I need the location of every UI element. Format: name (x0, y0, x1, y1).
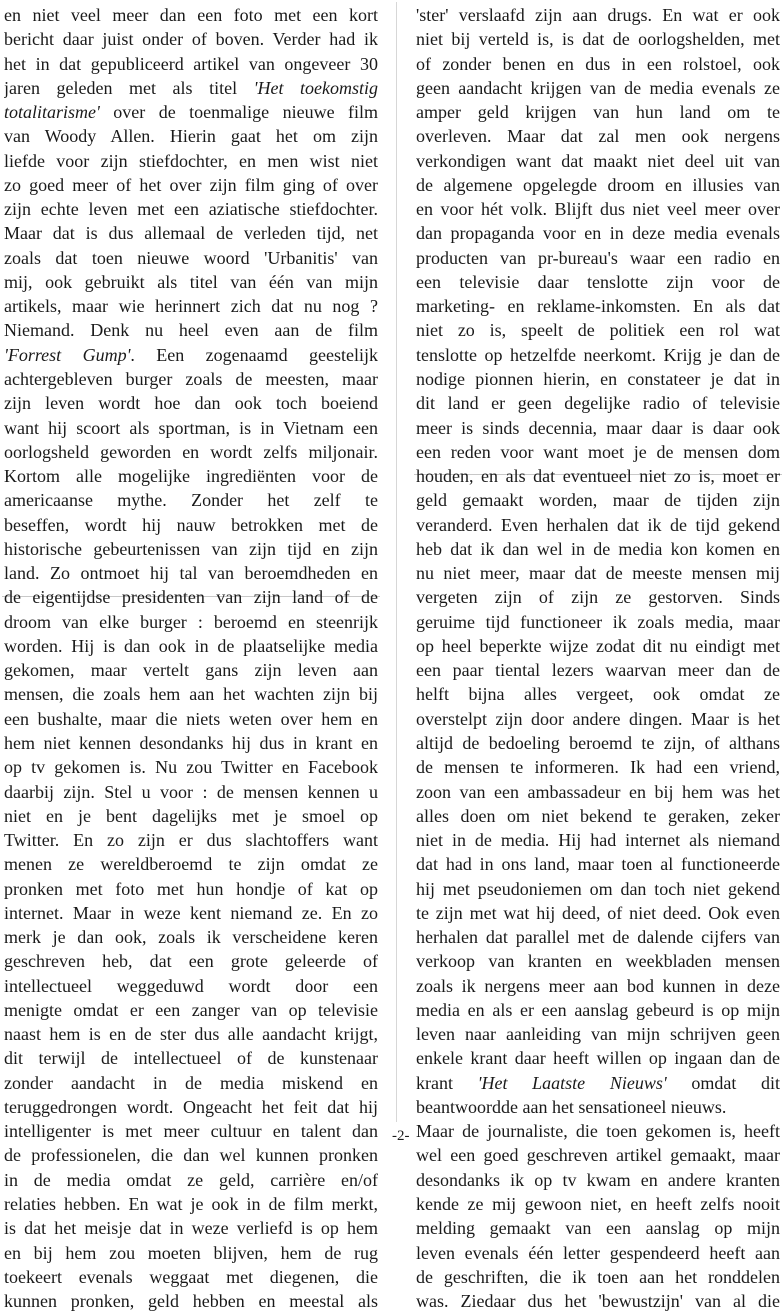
text-line: tenslotte op hetzelfde neerkomt. Krijg je dan de (416, 344, 780, 365)
text-line: enkele krant daar heeft willen op ingaan dan de (416, 1048, 780, 1069)
text-line: de mensen te informeren. Ik had een vriend, (416, 757, 780, 778)
text-line: vergeten zijn of zijn ze gestorven. Sinds (416, 587, 780, 608)
text-line: liefde voor zijn stiefdochter, en men wist niet (4, 150, 378, 171)
text-line: meer is sinds decennia, maar daar is daar ook (416, 417, 780, 438)
text-line: was. Ziedaar dus het 'bewustzijn' van al die (416, 1291, 780, 1312)
text-line: intellectueel weggeduwd wordt door een (4, 975, 378, 996)
text-line: menigte omdat er een zanger van op televisie (4, 999, 378, 1020)
text-line: bericht daar juist onder of boven. Verder had ik (4, 29, 378, 50)
text-line: nu niet meer, maar dat de meeste mensen mij (416, 563, 780, 584)
text-line: de professionelen, die dan wel kunnen pronken (4, 1145, 378, 1166)
text-line: beantwoordde aan het sensationeel nieuws. (416, 1096, 727, 1117)
text-line: toekeert evenals weggaat met diegenen, die (4, 1266, 378, 1287)
text-line: te zijn met wat hij deed, of niet deed. Ook even (416, 902, 780, 923)
page-number: -2- (392, 1128, 410, 1144)
text-line: dit land er geen degelijke radio of televisie (416, 393, 780, 414)
text-line: en niet veel meer dan een foto met een kort (4, 5, 378, 25)
text-line: zoals dat toen nieuwe woord 'Urbanitis' van (4, 247, 378, 268)
text-line: intelligenter is met meer cultuur en talent dan (4, 1121, 378, 1142)
text-line: Niemand. Denk nu heel even aan de film (4, 320, 378, 341)
text-line: is dat het meisje dat in weze verliefd is op hem (4, 1218, 378, 1239)
text-line: een televisie daar tenslotte zijn voor de (416, 271, 780, 292)
text-line: zo goed meer of het over zijn film ging of over (4, 174, 378, 195)
text-line: geruime tijd functioneer ik zoals media, maar (416, 611, 780, 632)
text-line: kende ze mij gewoon niet, en heeft zelfs nooit (416, 1194, 780, 1215)
text-line: helft bijna alles vergeet, ook omdat ze (416, 684, 780, 705)
text-line: land. Zo ontmoet hij tal van beroemdheden en (4, 563, 378, 584)
column-gutter-seam (396, 2, 397, 1122)
text-line: zoals ik nergens meer aan bod kunnen in deze (416, 975, 780, 996)
text-line: overstelpt zijn door andere dingen. Maar is het (416, 708, 780, 729)
text-line: verkoop van kranten en weekbladen mensen (416, 951, 780, 972)
text-line: desondanks ik op tv kwam en andere kranten (416, 1169, 780, 1190)
text-line: leven naar aanleiding van mijn schrijven geen (416, 1024, 780, 1045)
text-line: naast hem is en de ster dus alle aandacht krijgt, (4, 1024, 378, 1045)
text-line: oorlogsheld geworden en wordt zelfs miljonair. (4, 441, 378, 462)
text-line: niet bij verteld is, is dat de oorlogshelden, met (416, 29, 780, 50)
text-line: daarbij zijn. Stel u voor : de mensen kennen u (4, 781, 378, 802)
text-line: internet. Maar in weze kent niemand ze. En zo (4, 902, 378, 923)
text-line: kunnen pronken, geld hebben en meestal als (4, 1291, 378, 1312)
text-line: 'Forrest Gump'. Een zogenaamd geestelijk (4, 344, 378, 365)
text-line: van Woody Allen. Hierin gaat het om zijn (4, 126, 378, 147)
text-line: pronken met foto met hun hondje of kat op (4, 878, 378, 899)
text-line: niet in de media. Hij had internet als niemand (416, 830, 780, 851)
text-line: dan propaganda voor en in deze media evenals (416, 223, 780, 244)
text-line: en voor hét volk. Blijft dus niet veel meer over (416, 199, 780, 220)
text-line: geld gemaakt worden, maar de tijden zijn (416, 490, 780, 511)
text-line: hij met pseudoniemen om dan toch niet gekend (416, 878, 780, 899)
text-line: verkondigen want dat maakt niet deel uit van (416, 150, 780, 171)
text-line: droom van elke burger : beroemd en steenrijk (4, 611, 378, 632)
text-line: melding gemaakt van een aanslag op mijn (416, 1218, 780, 1239)
right-text-column (416, 3, 780, 1313)
text-line: houden, en als dat eventueel niet zo is, moet er (416, 466, 780, 487)
text-line: Maar de journaliste, die toen gekomen is, heeft (416, 1121, 780, 1142)
text-line: en bij hem zou moeten blijven, hem de rug (4, 1242, 378, 1263)
text-line: of zonder benen en dus in een rolstoel, ook (416, 53, 780, 74)
text-line: niet zo is, speelt de politiek een rol wat (416, 320, 780, 341)
text-line: veranderd. Even herhalen dat ik de tijd gekend (416, 514, 780, 535)
text-line: nodige pionnen hierin, en constateer je dat in (416, 368, 780, 389)
text-line: wel een goed geschreven artikel gemaakt, maar (416, 1145, 780, 1166)
text-line: mensen, die zoals hem aan het wachten zijn bij (4, 684, 378, 705)
left-text-column (4, 3, 378, 1313)
text-line: teruggedrongen wordt. Ongeacht het feit dat hij (4, 1096, 378, 1117)
text-line: jaren geleden met als titel 'Het toekomstig (4, 77, 378, 98)
text-line: want hij scoort als sportman, is in Vietnam een (4, 417, 378, 438)
text-line: worden. Hij is dan ook in de plaatselijke media (4, 635, 378, 656)
text-line: beseffen, wordt hij nauw betrokken met de (4, 514, 378, 535)
text-line: geen aandacht krijgen van de media evenals ze (416, 77, 780, 98)
text-line: producten van pr-bureau's waar een radio en (416, 247, 780, 268)
text-line: geschreven heb, dat een grote geleerde of (4, 951, 378, 972)
text-line: de algemene opgelegde droom en illusies van (416, 174, 780, 195)
text-line: totalitarisme' over de toenmalige nieuwe film (4, 102, 378, 123)
text-line: hem niet kennen desondanks hij dus in krant en (4, 732, 378, 753)
text-line: een paar tiental lezers waarvan meer dan de (416, 660, 780, 681)
text-line: krant 'Het Laatste Nieuws' omdat dit (416, 1072, 780, 1093)
text-line: niet en je bent dagelijks met je smoel op (4, 805, 378, 826)
text-line: de geschriften, die ik toen aan het ronddelen (416, 1266, 780, 1287)
text-line: menen ze wereldberoemd te zijn omdat ze (4, 854, 378, 875)
text-line: mij, ook gebruikt als titel van één van mijn (4, 271, 378, 292)
text-line: op heel beperkte wijze zodat dit nu eindigt met (416, 635, 780, 656)
text-line: zoon van een ambassadeur en bij hem was het (416, 781, 780, 802)
text-line: zonder aandacht in de media miskend en (4, 1072, 378, 1093)
text-line: achtergebleven burger zoals de meesten, maar (4, 368, 378, 389)
text-line: zijn echte leven met een aziatische stiefdochter. (4, 199, 378, 220)
text-line: media en als er een aanslag gebeurd is op mijn (416, 999, 780, 1020)
text-line: herhalen dat parallel met de dalende cijfers van (416, 927, 780, 948)
text-line: een bushalte, maar die niets weten over hem en (4, 708, 378, 729)
text-line: amper geld krijgen van hun land om te (416, 102, 780, 123)
text-line: dit terwijl de intellectueel of de kunstenaar (4, 1048, 378, 1069)
text-line: gekomen, maar vertelt gans zijn leven aan (4, 660, 378, 681)
text-line: Maar dat is dus allemaal de verleden tijd, net (4, 223, 378, 244)
text-line: merk je dan ook, zoals ik verscheidene keren (4, 927, 378, 948)
text-line: 'ster' verslaafd zijn aan drugs. En wat er ook (416, 5, 780, 25)
text-line: dat had in ons land, maar toen al functioneerde (416, 854, 780, 875)
text-line: artikels, maar wie herinnert zich dat nu nog ? (4, 296, 378, 317)
text-line: het in dat gepubliceerd artikel van ongeveer 30 (4, 53, 378, 74)
text-line: een reden voor want moet je de mensen dom (416, 441, 780, 462)
text-line: Twitter. En zo zijn er dus slachtoffers want (4, 830, 378, 851)
text-line: historische gebeurtenissen van zijn tijd en zijn (4, 538, 378, 559)
text-line: altijd de bedoeling beroemd te zijn, of althans (416, 732, 780, 753)
text-line: heb dat ik dan wel in de media kon komen en (416, 538, 780, 559)
text-line: americaanse mythe. Zonder het zelf te (4, 490, 378, 511)
text-line: relaties hebben. En wat je ook in de film merkt, (4, 1194, 378, 1215)
text-line: op tv gekomen is. Nu zou Twitter en Facebook (4, 757, 378, 778)
text-line: leven evenals één letter gespendeerd heeft aan (416, 1242, 780, 1263)
text-line: alles doen om niet bekend te geraken, zeker (416, 805, 780, 826)
text-line: overleven. Maar dat zal men ook nergens (416, 126, 780, 147)
text-line: zijn leven wordt hoe dan ook toch boeiend (4, 393, 378, 414)
text-line: de eigentijdse presidenten van zijn land of de (4, 587, 378, 608)
text-line: in de media omdat ze geld, carrière en/of (4, 1169, 378, 1190)
text-line: marketing- en reklame-inkomsten. En als dat (416, 296, 780, 317)
text-line: Kortom alle mogelijke ingrediënten voor de (4, 466, 378, 487)
